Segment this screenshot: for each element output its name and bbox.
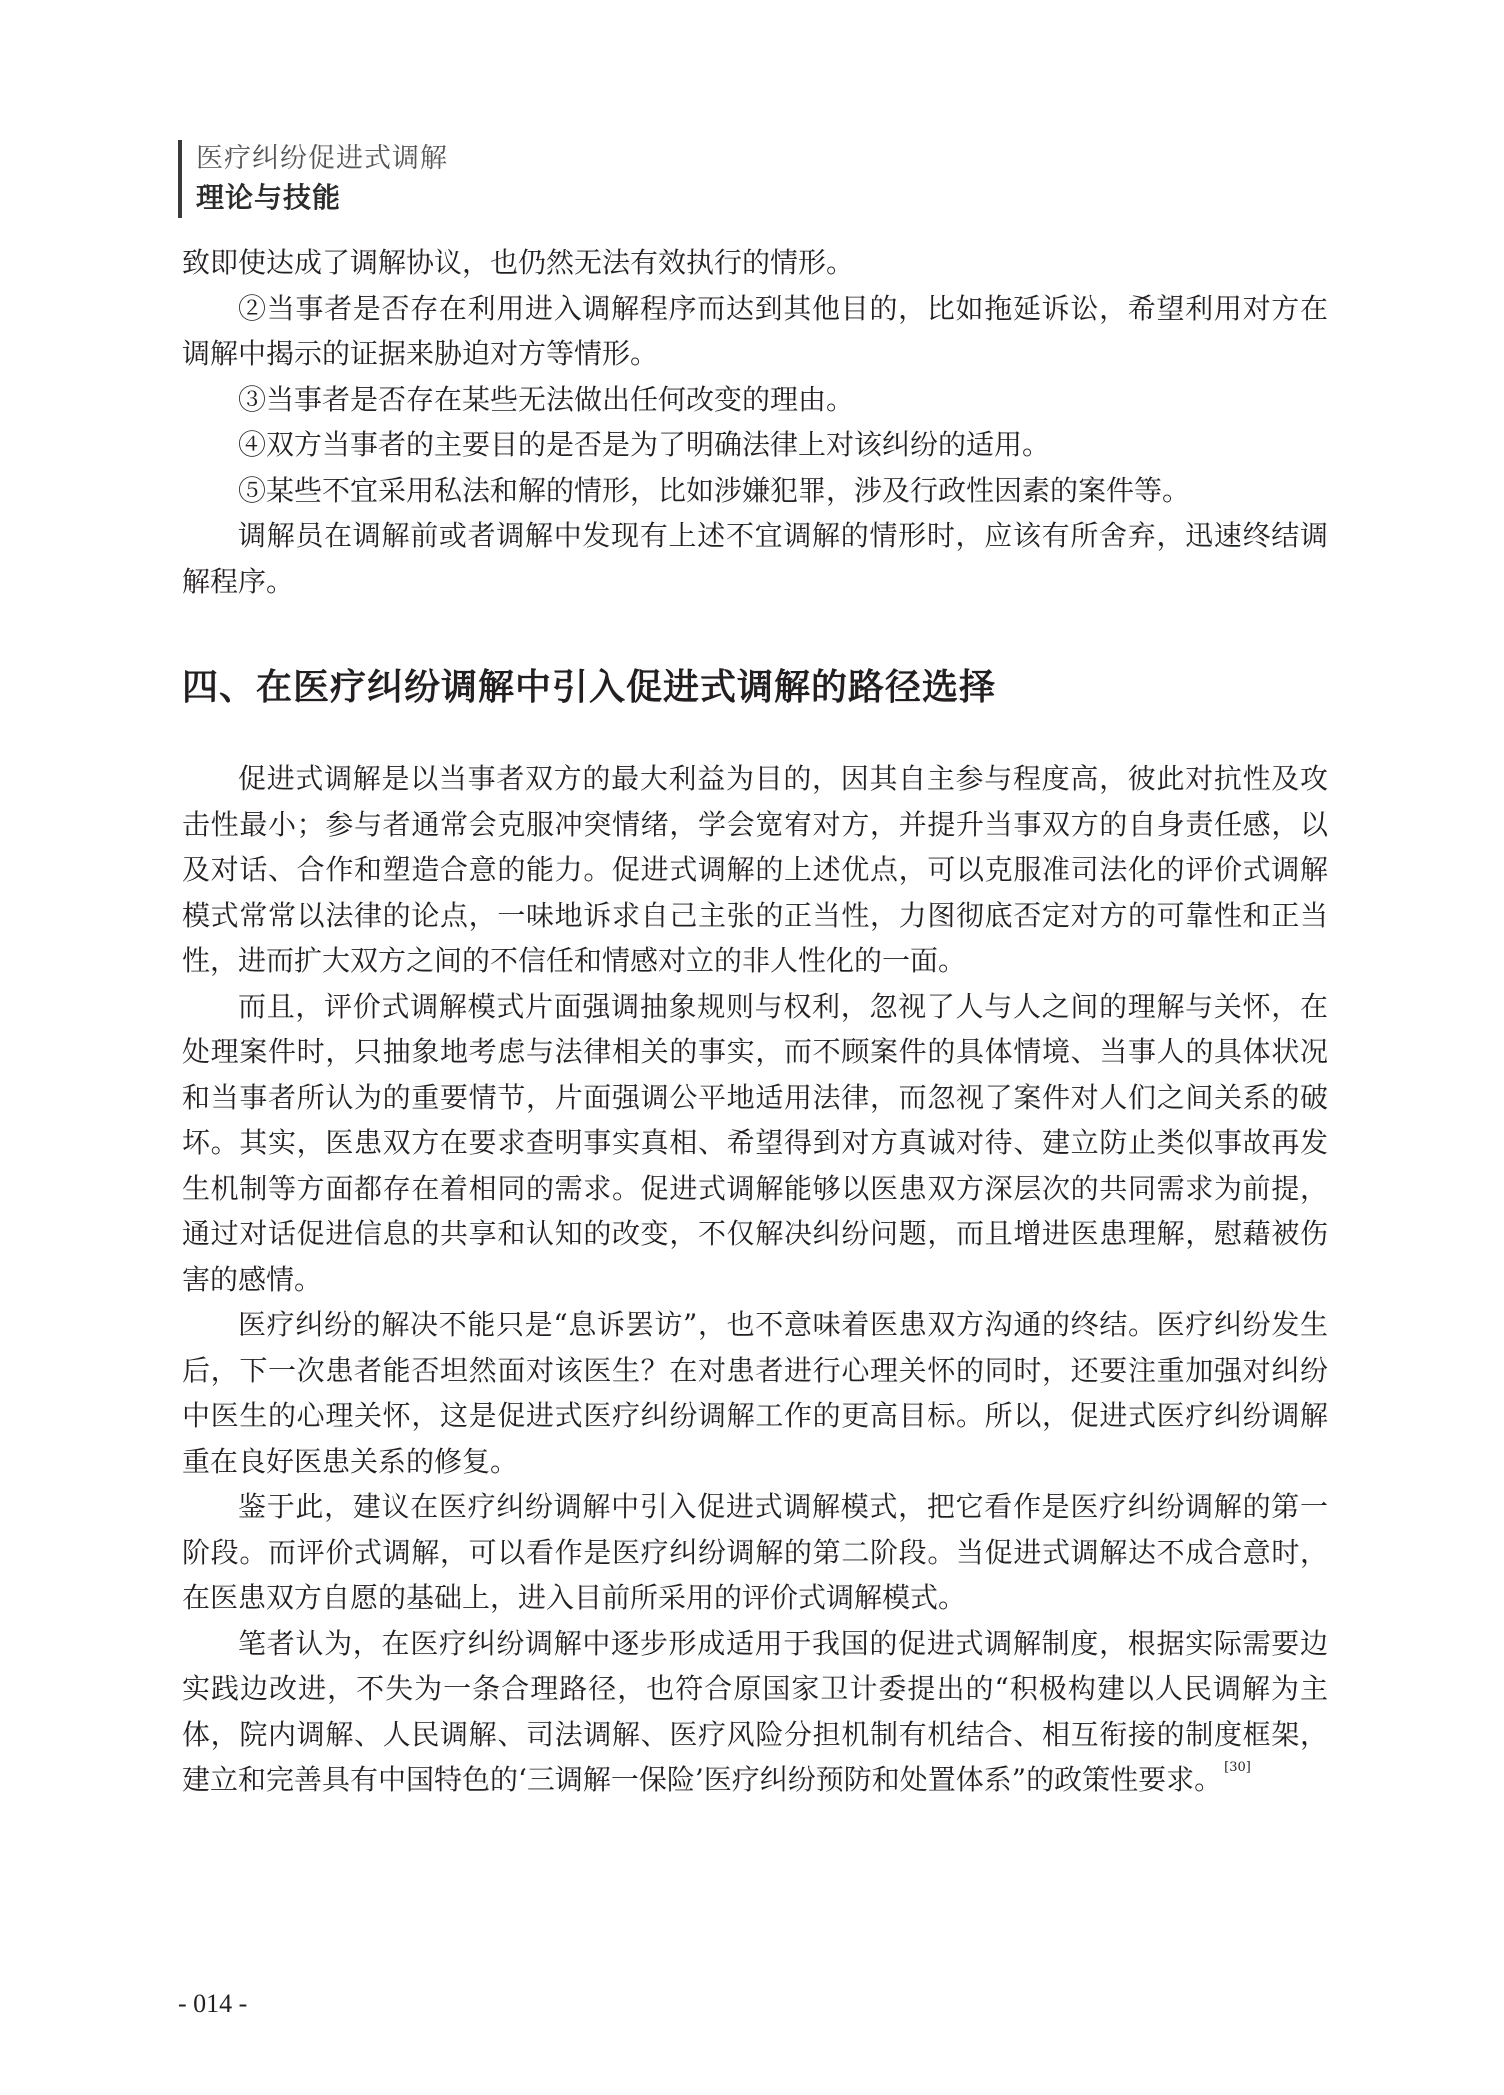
paragraph-text: 笔者认为，在医疗纠纷调解中逐步形成适用于我国的促进式调解制度，根据实际需要边实践边改进，不失为一条合理路径，也符合原国家卫计委提出的“积极构建以人民调解为主体，院内调解、人民调解、司法调解、医疗风险分担机制有机结合、相互衔接的制度框架，建立和完善具有中国特色的‘三调解一保险’医疗纠纷预防和处置体系”的政策性要求。 bbox=[182, 1626, 1328, 1796]
list-item-2: ②当事者是否存在利用进入调解程序而达到其他目的，比如拖延诉讼，希望利用对方在调解中揭示的证据来胁迫对方等情形。 bbox=[182, 291, 1328, 370]
running-header bbox=[178, 140, 448, 218]
footnote-reference[interactable]: [30] bbox=[1224, 1760, 1251, 1775]
book-subtitle: 理论与技能 bbox=[196, 181, 342, 214]
paragraph-with-footnote bbox=[182, 1621, 1328, 1803]
page-number: - 014 - bbox=[178, 1989, 248, 2018]
paragraph: 鉴于此，建议在医疗纠纷调解中引入促进式调解模式，把它看作是医疗纠纷调解的第一阶段。而评价式调解，可以看作是医疗纠纷调解的第二阶段。当促进式调解达不成合意时，在医患双方自愿的基础上，进入目前所采用的评价式调解模式。 bbox=[182, 1490, 1328, 1614]
paragraph-continuation: 致即使达成了调解协议，也仍然无法有效执行的情形。 bbox=[182, 246, 855, 279]
section-heading: 四、在医疗纠纷调解中引入促进式调解的路径选择 bbox=[182, 666, 997, 708]
paragraph: 促进式调解是以当事者双方的最大利益为目的，因其自主参与程度高，彼此对抗性及攻击性最小；参与者通常会克服冲突情绪，学会宽宥对方，并提升当事双方的自身责任感，以及对话、合作和塑造合意的能力。促进式调解的上述优点，可以克服准司法化的评价式调解模式常常以法律的论点，一味地诉求自己主张的正当性，力图彻底否定对方的可靠性和正当性，进而扩大双方之间的不信任和情感对立的非人性化的一面。 bbox=[182, 762, 1328, 977]
list-item-4: ④双方当事者的主要目的是否是为了明确法律上对该纠纷的适用。 bbox=[238, 428, 1051, 461]
paragraph: 而且，评价式调解模式片面强调抽象规则与权利，忽视了人与人之间的理解与关怀，在处理案件时，只抽象地考虑与法律相关的事实，而不顾案件的具体情境、当事人的具体状况和当事者所认为的重要情节，片面强调公平地适用法律，而忽视了案件对人们之间关系的破坏。其实，医患双方在要求查明事实真相、希望得到对方真诚对待、建立防止类似事故再发生机制等方面都存在着相同的需求。促进式调解能够以医患双方深层次的共同需求为前提，通过对话促进信息的共享和认知的改变，不仅解决纠纷问题，而且增进医患理解，慰藉被伤害的感情。 bbox=[182, 989, 1328, 1296]
list-item-3: ③当事者是否存在某些无法做出任何改变的理由。 bbox=[238, 382, 855, 416]
book-series-title: 医疗纠纷促进式调解 bbox=[196, 143, 448, 174]
list-item-5: ⑤某些不宜采用私法和解的情形，比如涉嫌犯罪，涉及行政性因素的案件等。 bbox=[238, 473, 1191, 507]
paragraph: 医疗纠纷的解决不能只是“息诉罢访”，也不意味着医患双方沟通的终结。医疗纠纷发生后，下一次患者能否坦然面对该医生？在对患者进行心理关怀的同时，还要注重加强对纠纷中医生的心理关怀，这是促进式医疗纠纷调解工作的更高目标。所以，促进式医疗纠纷调解重在良好医患关系的修复。 bbox=[182, 1308, 1328, 1478]
paragraph: 调解员在调解前或者调解中发现有上述不宜调解的情形时，应该有所舍弃，迅速终结调解程序。 bbox=[182, 519, 1328, 598]
page-body bbox=[182, 240, 1328, 1803]
